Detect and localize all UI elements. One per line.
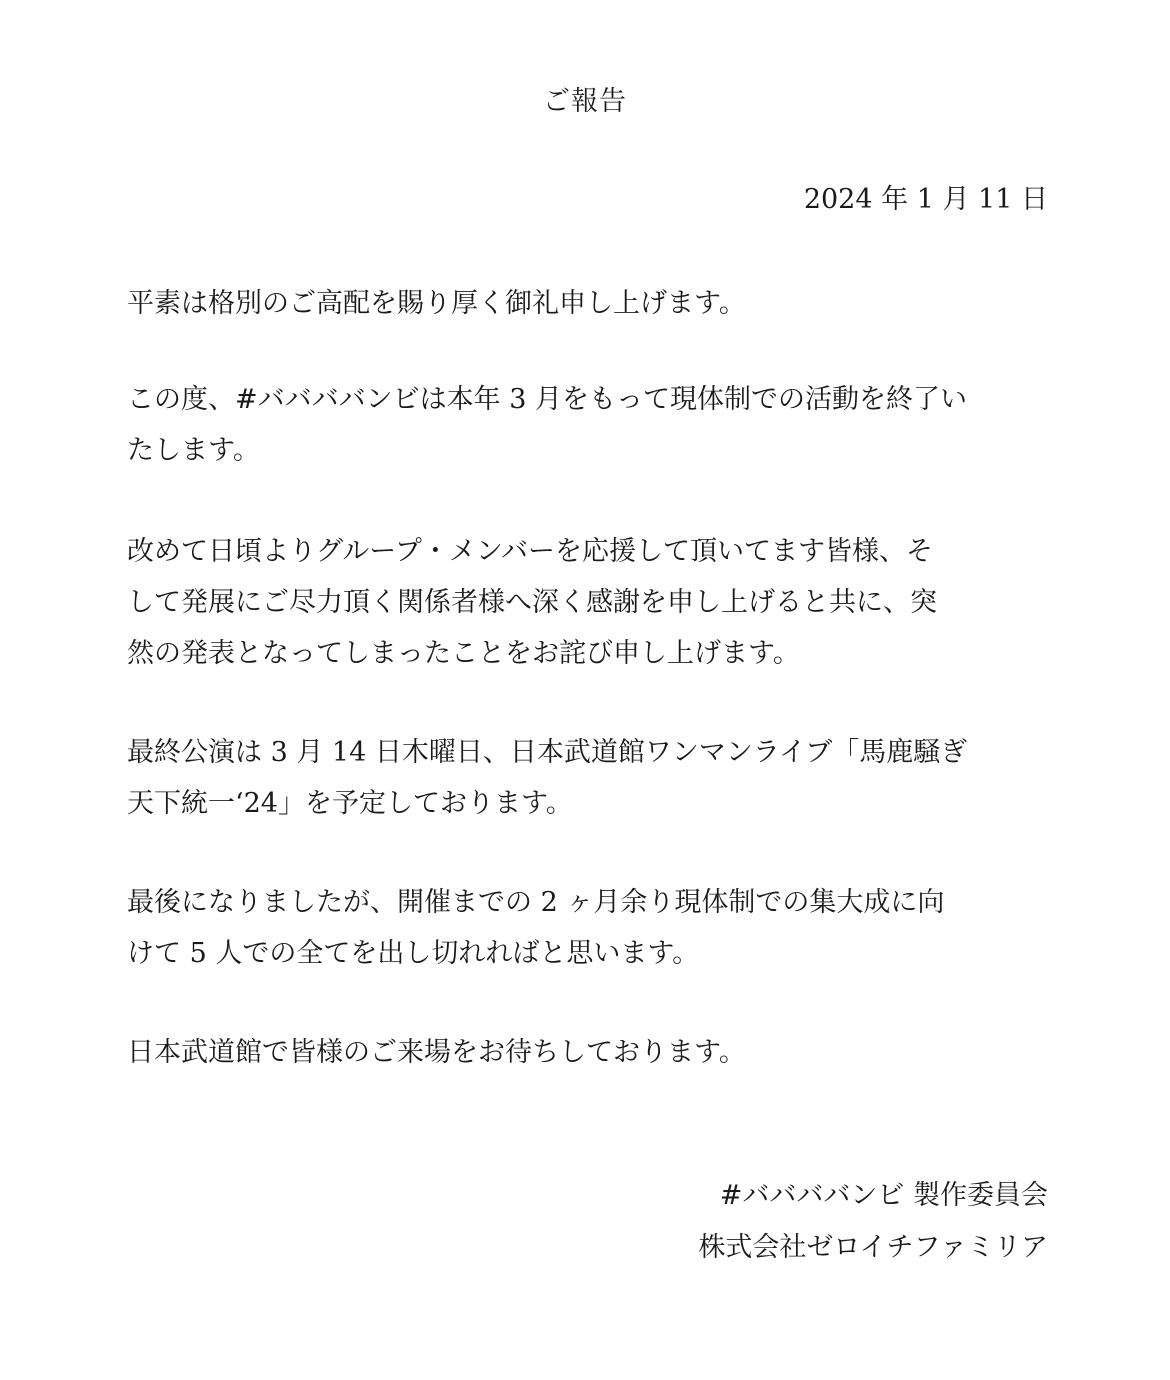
paragraph-line: けて 5 人での全てを出し切れればと思います。 bbox=[127, 938, 700, 969]
paragraph-line: この度、#ババババンビは本年 3 月をもって現体制での活動を終了い bbox=[127, 384, 967, 415]
paragraph-final-show bbox=[127, 727, 1047, 829]
paragraph-line: して発展にご尽力頂く関係者様へ深く感謝を申し上げると共に、突 bbox=[127, 587, 937, 618]
paragraph-invitation bbox=[127, 1027, 1047, 1078]
signature-company: 株式会社ゼロイチファミリア bbox=[698, 1232, 1048, 1263]
paragraph-line: 然の発表となってしまったことをお詫び申し上げます。 bbox=[127, 638, 800, 669]
paragraph-thanks bbox=[127, 526, 1047, 679]
document-date: 2024 年 1 月 11 日 bbox=[803, 184, 1048, 215]
paragraph-line: 最終公演は 3 月 14 日木曜日、日本武道館ワンマンライブ「馬鹿騒ぎ bbox=[127, 737, 968, 768]
paragraph-line: 日本武道館で皆様のご来場をお待ちしております。 bbox=[127, 1037, 746, 1068]
paragraph-line: 平素は格別のご高配を賜り厚く御礼申し上げます。 bbox=[127, 288, 746, 319]
signature-committee: #ババババンビ 製作委員会 bbox=[719, 1180, 1048, 1211]
document-title: ご報告 bbox=[543, 86, 627, 117]
paragraph-closing bbox=[127, 877, 1047, 979]
paragraph-greeting bbox=[127, 278, 1047, 329]
paragraph-line: たします。 bbox=[127, 435, 260, 466]
paragraph-announcement bbox=[127, 374, 1047, 476]
paragraph-line: 最後になりましたが、開催までの 2 ヶ月余り現体制での集大成に向 bbox=[127, 887, 945, 918]
paragraph-line: 天下統一‘24」を予定しております。 bbox=[127, 788, 573, 819]
paragraph-line: 改めて日頃よりグループ・メンバーを応援して頂いてます皆様、そ bbox=[127, 536, 933, 567]
